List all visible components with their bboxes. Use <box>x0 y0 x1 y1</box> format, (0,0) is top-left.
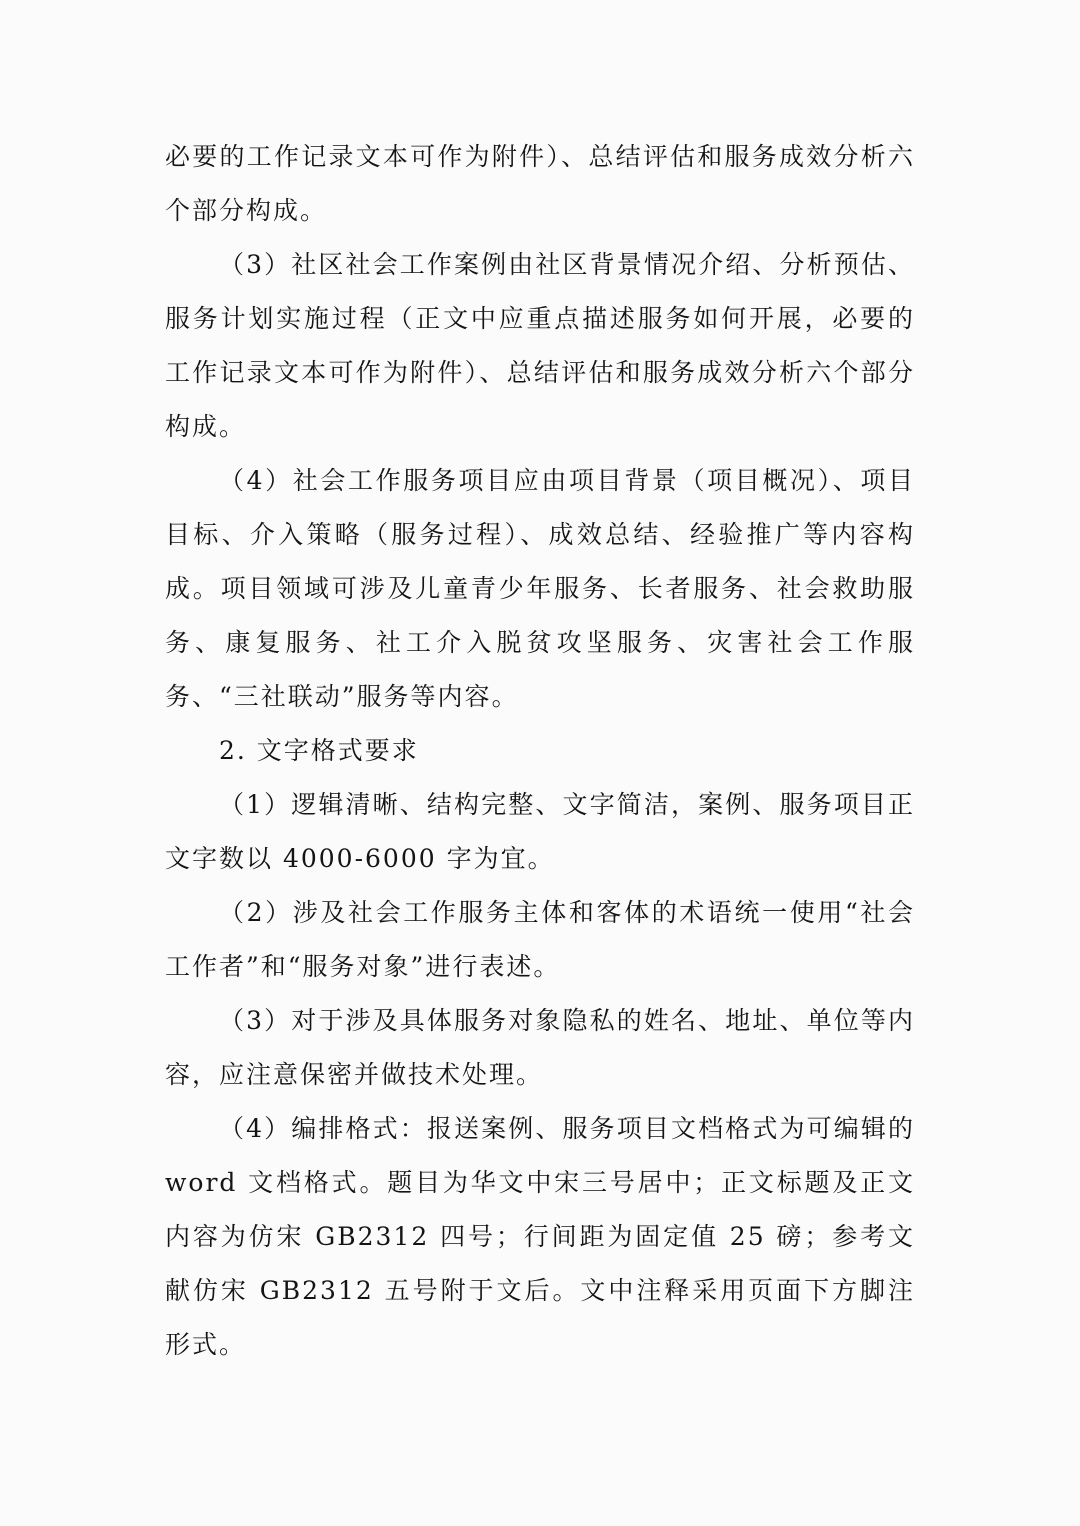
document-body <box>165 130 915 1372</box>
paragraph-service-project: （4）社会工作服务项目应由项目背景（项目概况）、项目目标、介入策略（服务过程）、成效总结、经验推广等内容构成。项目领域可涉及儿童青少年服务、长者服务、社会救助服务、康复服务、社工介入脱贫攻坚服务、灾害社会工作服务、“三社联动”服务等内容。 <box>165 466 915 711</box>
paragraph-word-count: （1）逻辑清晰、结构完整、文字简洁，案例、服务项目正文字数以 4000-6000 字为宜。 <box>165 790 915 873</box>
paragraph-layout-format: （4）编排格式：报送案例、服务项目文档格式为可编辑的 word 文档格式。题目为华文中宋三号居中；正文标题及正文内容为仿宋 GB2312 四号；行间距为固定值 25 磅；参考文献仿宋 GB2312 五号附于文后。文中注释采用页面下方脚注形式。 <box>165 1114 915 1359</box>
section-heading-text-format: 2. 文字格式要求 <box>219 736 419 765</box>
paragraph-community-case: （3）社区社会工作案例由社区背景情况介绍、分析预估、服务计划实施过程（正文中应重点描述服务如何开展，必要的工作记录文本可作为附件）、总结评估和服务成效分析六个部分构成。 <box>165 250 915 441</box>
paragraph-privacy: （3）对于涉及具体服务对象隐私的姓名、地址、单位等内容，应注意保密并做技术处理。 <box>165 1006 915 1089</box>
paragraph-terminology: （2）涉及社会工作服务主体和客体的术语统一使用“社会工作者”和“服务对象”进行表述。 <box>165 898 915 981</box>
paragraph-continuation: 必要的工作记录文本可作为附件）、总结评估和服务成效分析六个部分构成。 <box>165 142 915 225</box>
